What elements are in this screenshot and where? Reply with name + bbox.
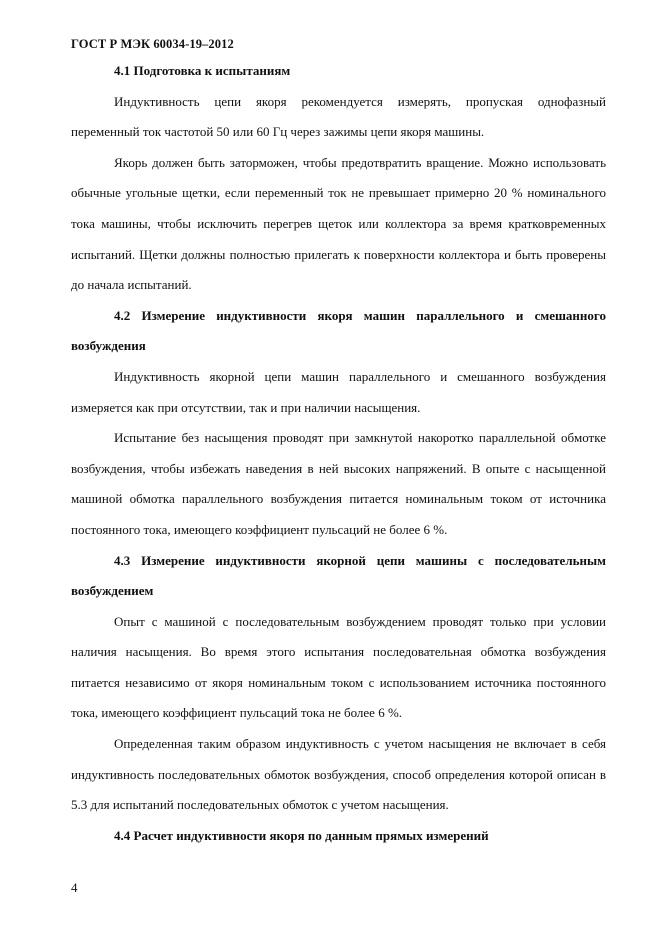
section-4-2-paragraph-1: Индуктивность якорной цепи машин параллельного и смешанного возбуждения измеряется как при отсутствии, так и при наличии насыщения. — [71, 368, 606, 415]
page-number: 4 — [71, 880, 78, 895]
document-header: ГОСТ Р МЭК 60034-19–2012 — [71, 37, 234, 51]
section-4-3-paragraph-1: Опыт с машиной с последовательным возбуждением проводят только при условии наличия насыщения. Во время этого испытания последовательная обмотка возбуждения питается независимо от якоря номинальным током с использованием источника постоянного тока, имеющего коэффициент пульсаций тока не более 6 %. — [71, 613, 606, 721]
section-4-3-heading: 4.3 Измерение индуктивности якорной цепи машины с последовательным возбуждением — [71, 552, 606, 599]
section-4-1-paragraph-1: Индуктивность цепи якоря рекомендуется измерять, пропуская однофазный переменный ток частотой 50 или 60 Гц через зажимы цепи якоря машины. — [71, 93, 606, 140]
section-4-1-heading: 4.1 Подготовка к испытаниям — [114, 63, 291, 78]
document-body — [71, 56, 606, 851]
section-4-4-heading: 4.4 Расчет индуктивности якоря по данным прямых измерений — [114, 827, 489, 843]
section-4-2-heading: 4.2 Измерение индуктивности якоря машин параллельного и смешанного возбуждения — [71, 307, 606, 354]
section-4-1-paragraph-2: Якорь должен быть заторможен, чтобы предотвратить вращение. Можно использовать обычные угольные щетки, если переменный ток не превышает примерно 20 % номинального тока машины, чтобы исключить перегрев щеток или коллектора за время кратковременных испытаний. Щетки должны полностью прилегать к поверхности коллектора и быть проверены до начала испытаний. — [71, 154, 606, 293]
section-4-2-paragraph-2: Испытание без насыщения проводят при замкнутой накоротко параллельной обмотке возбуждения, чтобы избежать наведения в ней высоких напряжений. В опыте с насыщенной машиной обмотка параллельного возбуждения питается номинальным током от источника постоянного тока, имеющего коэффициент пульсаций не более 6 %. — [71, 430, 606, 537]
section-4-3-paragraph-2: Определенная таким образом индуктивность с учетом насыщения не включает в себя индуктивность последовательных обмоток возбуждения, способ определения которой описан в 5.3 для испытаний последовательных обмоток с учетом насыщения. — [71, 736, 606, 813]
